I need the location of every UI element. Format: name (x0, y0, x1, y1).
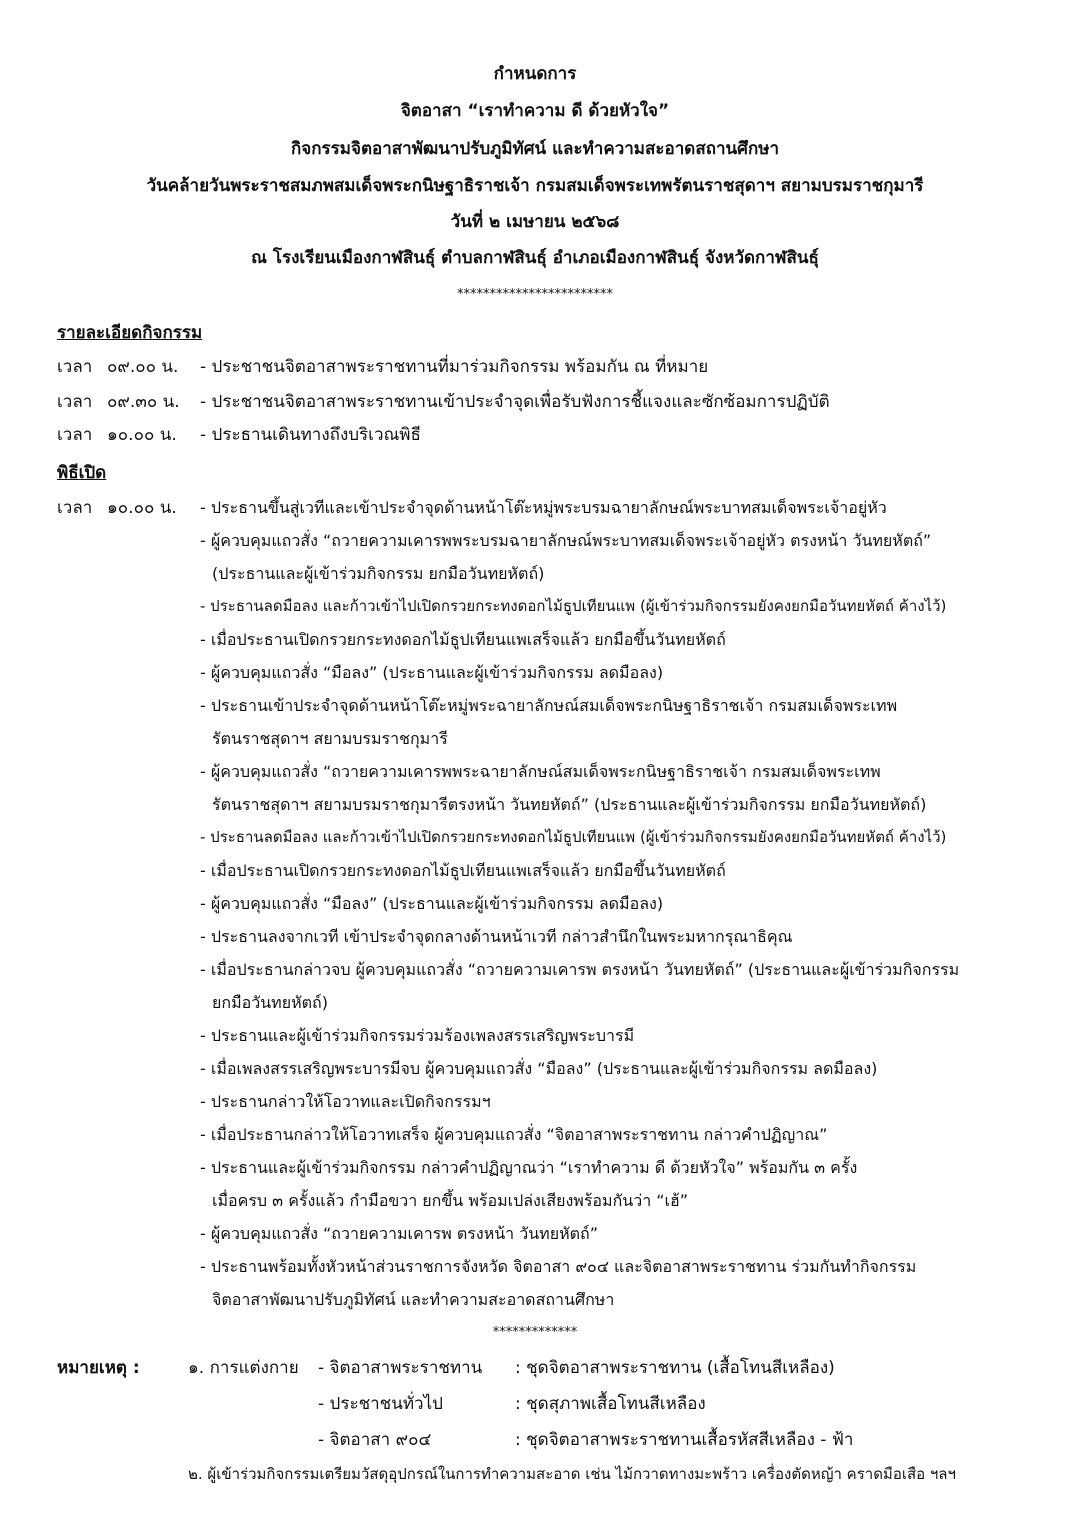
ceremony-line: ยกมือวันทยหัตถ์) (212, 993, 328, 1012)
ceremony-line: - ประธานเข้าประจำจุดด้านหน้าโต๊ะหมู่พระฉายาลักษณ์สมเด็จพระกนิษฐาธิราชเจ้า กรมสมเด็จพระเทพ (200, 696, 898, 715)
ceremony-separator: ************* (492, 1325, 578, 1340)
ceremony-line: - เมื่อประธานกล่าวให้โอวาทเสร็จ ผู้ควบคุมแถวสั่ง “จิตอาสาพระราชทาน กล่าวคำปฏิญาณ” (200, 1125, 828, 1144)
details-heading: รายละเอียดกิจกรรม (57, 323, 203, 343)
ceremony-line: - เมื่อประธานเปิดกรวยกระทงดอกไม้ธูปเทียนแพเสร็จแล้ว ยกมือขึ้นวันทยหัตถ์ (200, 630, 726, 649)
time-value: ๐๙.๓๐ น. (107, 392, 180, 412)
header-activity: กิจกรรมจิตอาสาพัฒนาปรับภูมิทัศน์ และทำความสะอาดสถานศึกษา (291, 139, 779, 159)
header-venue: ณ โรงเรียนเมืองกาฬสินธุ์ ตำบลกาฬสินธุ์ อำเภอเมืองกาฬสินธุ์ จังหวัดกาฬสินธุ์ (251, 248, 819, 268)
dress-what: : ชุดจิตอาสาพระราชทานเสื้อรหัสสีเหลือง - ฟ้า (515, 1430, 854, 1450)
ceremony-line: - ประธานและผู้เข้าร่วมกิจกรรม กล่าวคำปฏิญาณว่า “เราทำความ ดี ด้วยหัวใจ” พร้อมกัน ๓ ครั้ง (200, 1158, 858, 1177)
details-text: - ประธานเดินทางถึงบริเวณพิธี (200, 425, 421, 445)
ceremony-line: - เมื่อประธานเปิดกรวยกระทงดอกไม้ธูปเทียนแพเสร็จแล้ว ยกมือขึ้นวันทยหัตถ์ (200, 861, 726, 880)
time-label: เวลา (57, 392, 93, 412)
header-separator: ************************ (457, 287, 613, 302)
dress-what: : ชุดสุภาพเสื้อโทนสีเหลือง (515, 1394, 706, 1414)
header-date: วันที่ ๒ เมษายน ๒๕๖๘ (450, 212, 620, 232)
ceremony-heading: พิธีเปิด (57, 463, 107, 483)
details-text: - ประชาชนจิตอาสาพระราชทานที่มาร่วมกิจกรรม พร้อมกัน ณ ที่หมาย (200, 357, 709, 377)
dress-who: - จิตอาสาพระราชทาน (318, 1358, 483, 1378)
ceremony-line: - ผู้ควบคุมแถวสั่ง “มือลง” (ประธานและผู้เข้าร่วมกิจกรรม ลดมือลง) (200, 663, 664, 682)
ceremony-line: - เมื่อประธานกล่าวจบ ผู้ควบคุมแถวสั่ง “ถวายความเคารพ ตรงหน้า วันทยหัตถ์” (ประธานและผู้เข้าร่วมกิจกรรม (200, 960, 960, 979)
ceremony-time-value: ๑๐.๐๐ น. (107, 498, 177, 518)
time-label: เวลา (57, 357, 93, 377)
ceremony-line: - ประธานกล่าวให้โอวาทและเปิดกิจกรรมฯ (200, 1092, 491, 1111)
dress-what: : ชุดจิตอาสาพระราชทาน (เสื้อโทนสีเหลือง) (515, 1358, 835, 1378)
ceremony-line: - ประธานพร้อมทั้งหัวหน้าส่วนราชการจังหวัด จิตอาสา ๙๐๔ และจิตอาสาพระราชทาน ร่วมกันทำกิจกรรม (200, 1257, 917, 1276)
notes-label: หมายเหตุ : (57, 1358, 140, 1378)
dress-who: - จิตอาสา ๙๐๔ (318, 1430, 432, 1450)
ceremony-line: - ประธานและผู้เข้าร่วมกิจกรรมร่วมร้องเพลงสรรเสริญพระบารมี (200, 1026, 635, 1045)
ceremony-line: - ผู้ควบคุมแถวสั่ง “ถวายความเคารพพระฉายาลักษณ์สมเด็จพระกนิษฐาธิราชเจ้า กรมสมเด็จพระเทพ (200, 762, 881, 781)
header-occasion: วันคล้ายวันพระราชสมภพสมเด็จพระกนิษฐาธิราชเจ้า กรมสมเด็จพระเทพรัตนราชสุดาฯ สยามบรมราชกุมารี (146, 176, 924, 196)
ceremony-line: จิตอาสาพัฒนาปรับภูมิทัศน์ และทำความสะอาดสถานศึกษา (212, 1290, 615, 1309)
time-value: ๑๐.๐๐ น. (107, 425, 177, 445)
time-value: ๐๙.๐๐ น. (107, 357, 179, 377)
time-label: เวลา (57, 425, 93, 445)
notes-item1-title: ๑. การแต่งกาย (188, 1358, 299, 1378)
details-text: - ประชาชนจิตอาสาพระราชทานเข้าประจำจุดเพื่อรับฟังการชี้แจงและซักซ้อมการปฏิบัติ (200, 392, 830, 412)
ceremony-line: - ผู้ควบคุมแถวสั่ง “ถวายความเคารพ ตรงหน้า วันทยหัตถ์” (200, 1224, 599, 1243)
header-campaign: จิตอาสา “เราทำความ ดี ด้วยหัวใจ” (400, 101, 670, 121)
ceremony-line: รัตนราชสุดาฯ สยามบรมราชกุมารีตรงหน้า วันทยหัตถ์” (ประธานและผู้เข้าร่วมกิจกรรม ยกมือวันทยหัตถ์) (212, 795, 927, 814)
ceremony-time-label: เวลา (57, 498, 93, 518)
ceremony-line: เมื่อครบ ๓ ครั้งแล้ว กำมือขวา ยกขึ้น พร้อมเปล่งเสียงพร้อมกันว่า “เฮ้” (212, 1191, 689, 1210)
ceremony-line: รัตนราชสุดาฯ สยามบรมราชกุมารี (212, 729, 448, 748)
ceremony-line: - ประธานลดมือลง และก้าวเข้าไปเปิดกรวยกระทงดอกไม้ธูปเทียนแพ (ผู้เข้าร่วมกิจกรรมยังคงยกมือวันทยหัตถ์ ค้างไว้) (200, 597, 947, 615)
notes-item2: ๒. ผู้เข้าร่วมกิจกรรมเตรียมวัสดุอุปกรณ์ในการทำความสะอาด เช่น ไม้กวาดทางมะพร้าว เครื่องตัดหญ้า คราดมือเสือ ฯลฯ (188, 1465, 956, 1483)
ceremony-line: - เมื่อเพลงสรรเสริญพระบารมีจบ ผู้ควบคุมแถวสั่ง “มือลง” (ประธานและผู้เข้าร่วมกิจกรรม ลดมือลง) (200, 1059, 878, 1078)
ceremony-line: - ประธานลงจากเวที เข้าประจำจุดกลางด้านหน้าเวที กล่าวสำนึกในพระมหากรุณาธิคุณ (200, 927, 793, 946)
ceremony-line: - ผู้ควบคุมแถวสั่ง “มือลง” (ประธานและผู้เข้าร่วมกิจกรรม ลดมือลง) (200, 894, 664, 913)
ceremony-line: - ประธานลดมือลง และก้าวเข้าไปเปิดกรวยกระทงดอกไม้ธูปเทียนแพ (ผู้เข้าร่วมกิจกรรมยังคงยกมือวันทยหัตถ์ ค้างไว้) (200, 828, 947, 846)
document-title: กำหนดการ (493, 64, 577, 84)
ceremony-line: - ผู้ควบคุมแถวสั่ง “ถวายความเคารพพระบรมฉายาลักษณ์พระบาทสมเด็จพระเจ้าอยู่หัว ตรงหน้า วันทยหัตถ์” (200, 531, 932, 550)
ceremony-line: - ประธานขึ้นสู่เวทีและเข้าประจำจุดด้านหน้าโต๊ะหมู่พระบรมฉายาลักษณ์พระบาทสมเด็จพระเจ้าอยู่หัว (200, 498, 887, 517)
dress-who: - ประชาชนทั่วไป (318, 1394, 443, 1414)
ceremony-line: (ประธานและผู้เข้าร่วมกิจกรรม ยกมือวันทยหัตถ์) (212, 564, 545, 583)
